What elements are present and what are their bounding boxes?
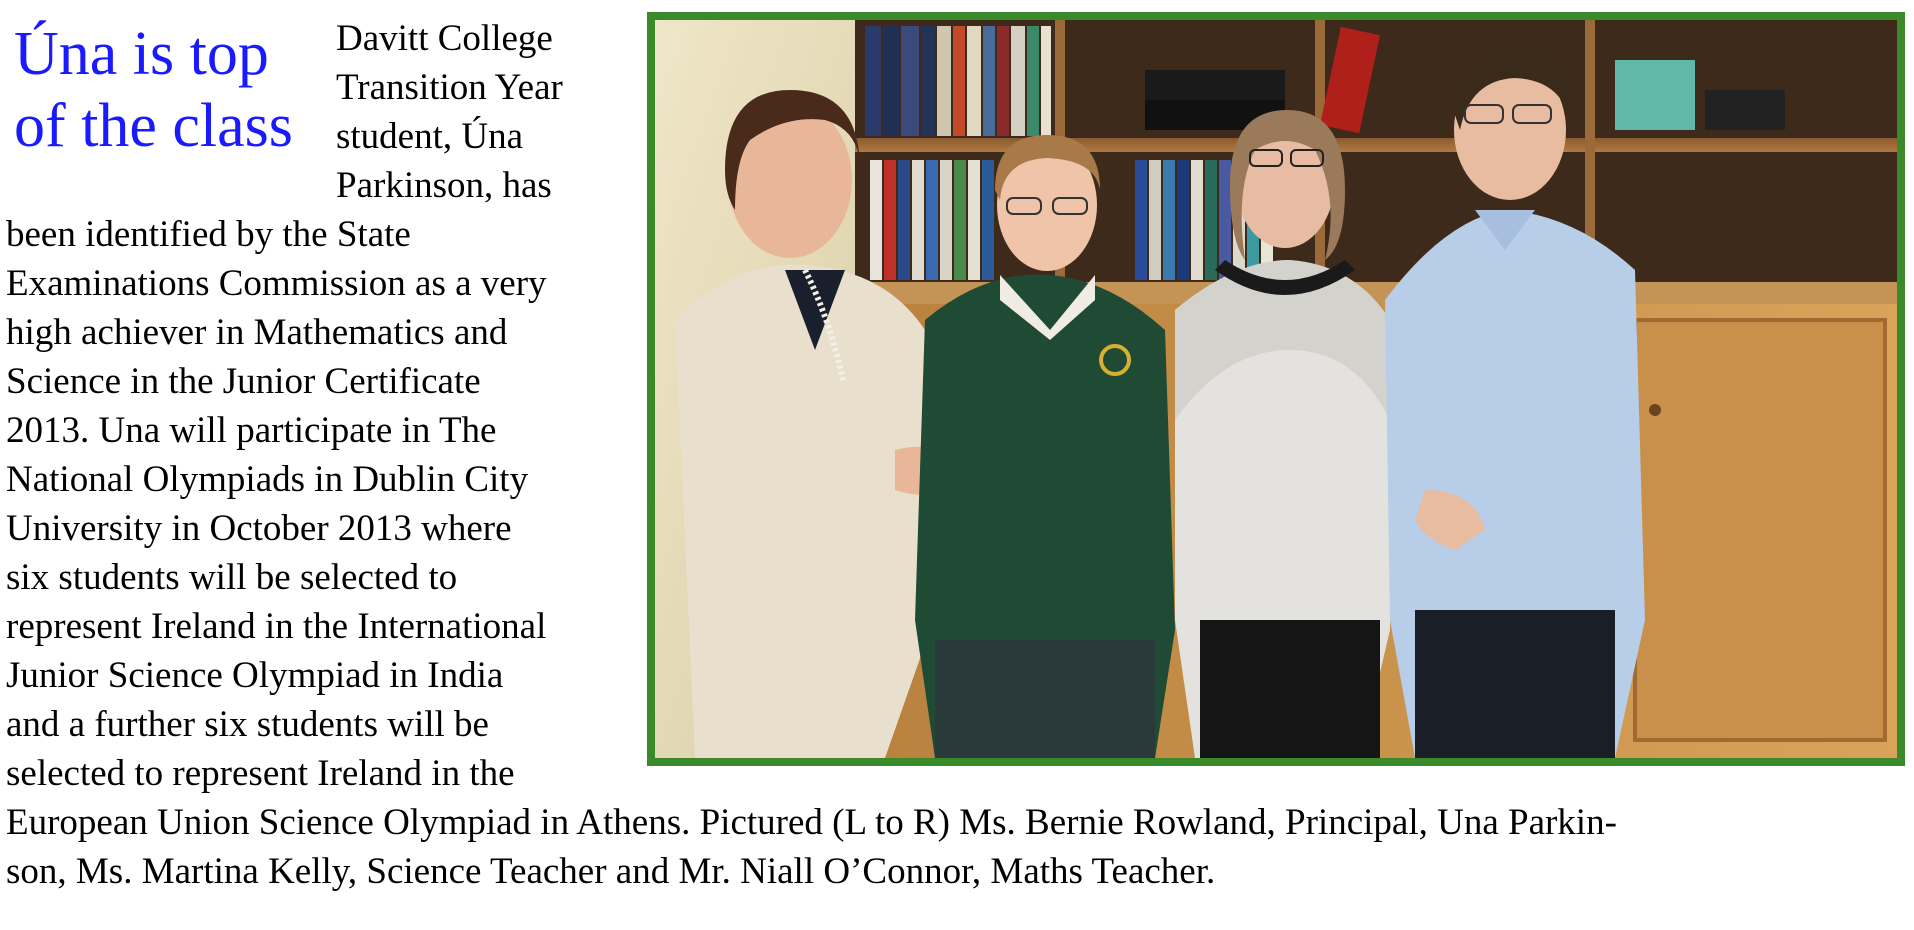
article-line: 2013. Una will participate in The — [6, 410, 497, 451]
article-line: National Olympiads in Dublin City — [6, 459, 529, 500]
article-line: University in October 2013 where — [6, 508, 512, 549]
article-line: Junior Science Olympiad in India — [6, 655, 504, 696]
headline-line-2: of the class — [14, 92, 293, 160]
article-line: Transition Year — [336, 67, 563, 108]
group-photo-illustration — [655, 20, 1897, 758]
article-line: European Union Science Olympiad in Athens. Pictured (L to R) Ms. Bernie Rowland, Principal, Una Parkin- — [6, 802, 1617, 843]
article-line: Science in the Junior Certificate — [6, 361, 481, 402]
headline — [14, 18, 324, 162]
article-line: selected to represent Ireland in the — [6, 753, 515, 794]
article-line: and a further six students will be — [6, 704, 489, 745]
headline-line-1: Úna is top — [14, 20, 269, 88]
article-line: son, Ms. Martina Kelly, Science Teacher and Mr. Niall O’Connor, Maths Teacher. — [6, 851, 1216, 892]
group-photo — [647, 12, 1905, 766]
article-line: student, Úna — [336, 116, 524, 157]
article-line: Parkinson, has — [336, 165, 552, 206]
article-line: high achiever in Mathematics and — [6, 312, 508, 353]
article-line: represent Ireland in the International — [6, 606, 547, 647]
article-line: Examinations Commission as a very — [6, 263, 547, 304]
article-line: been identified by the State — [6, 214, 411, 255]
article-line: Davitt College — [336, 18, 553, 59]
article-line: six students will be selected to — [6, 557, 458, 598]
